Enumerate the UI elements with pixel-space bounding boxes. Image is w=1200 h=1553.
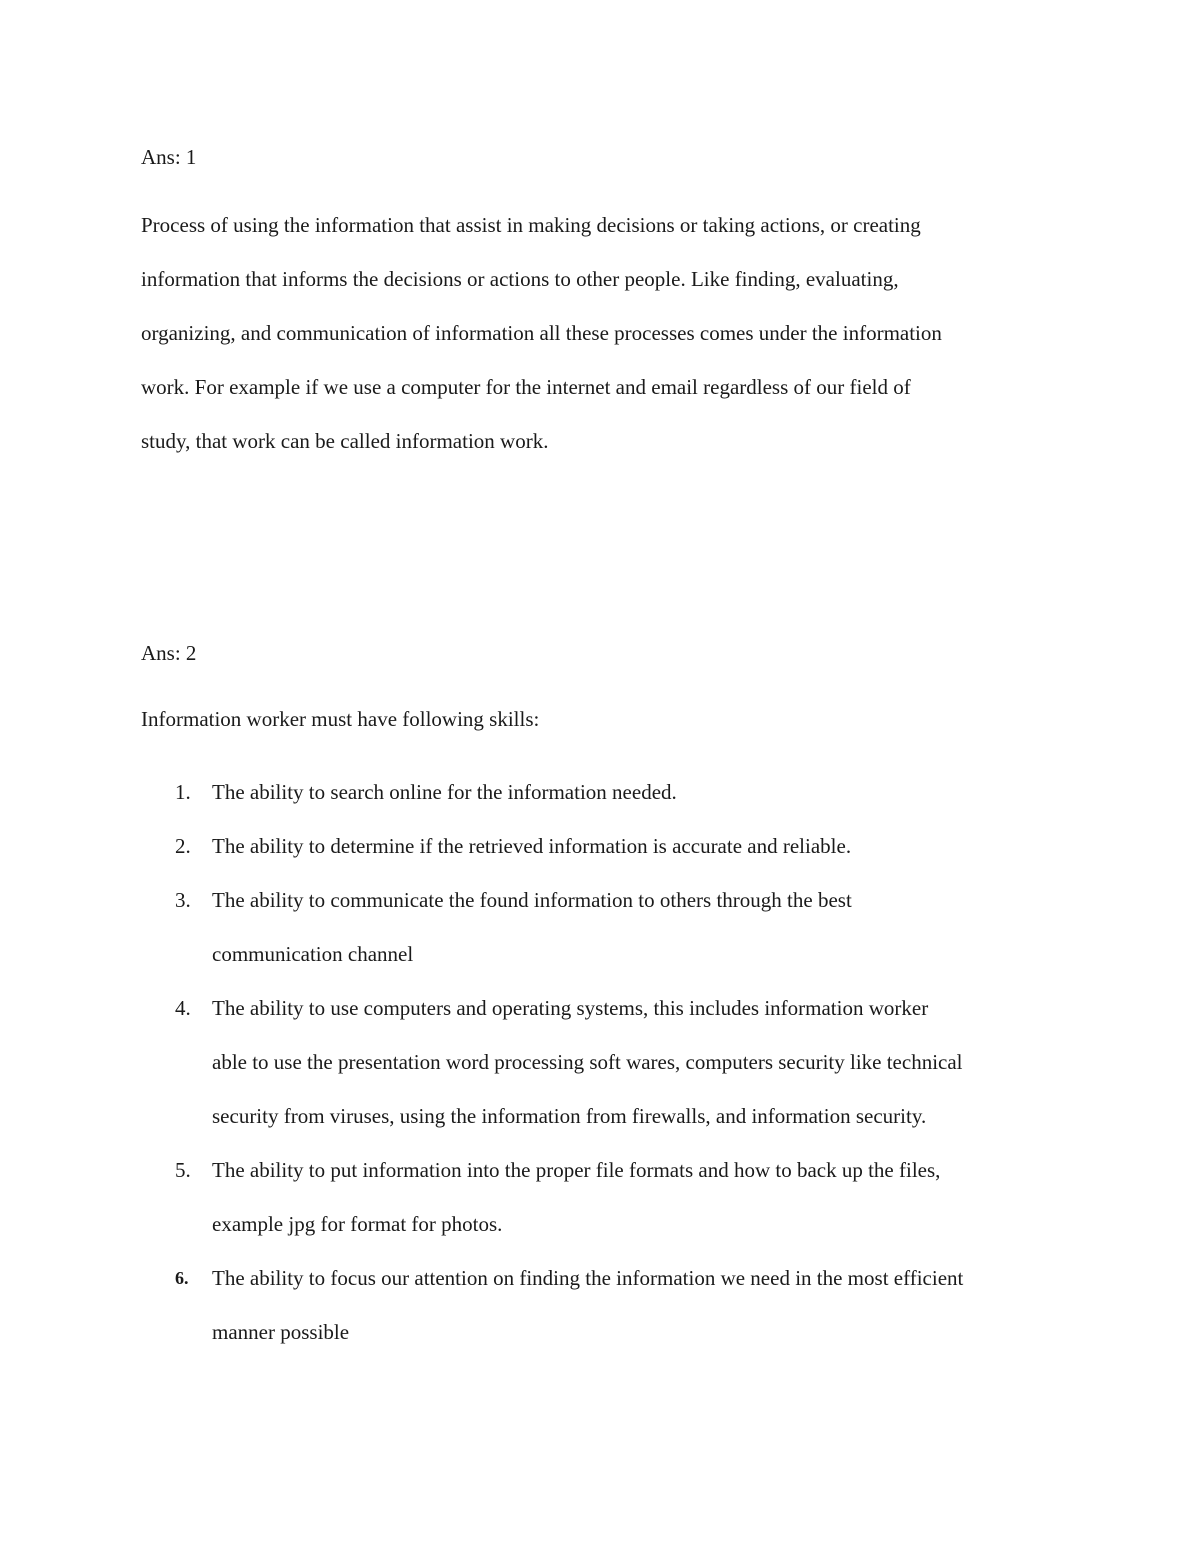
list-item-number: 5. xyxy=(175,1158,191,1182)
list-item-number: 1. xyxy=(175,780,191,804)
paragraph-line: Process of using the information that assist in making decisions or taking actions, or creating xyxy=(141,213,921,237)
paragraph-line: study, that work can be called information work. xyxy=(141,429,549,453)
list-item-number: 4. xyxy=(175,996,191,1020)
list-item-line: security from viruses, using the information from firewalls, and information security. xyxy=(212,1104,927,1128)
list-item-line: The ability to put information into the proper file formats and how to back up the files, xyxy=(212,1158,941,1182)
list-item-line: manner possible xyxy=(212,1320,350,1344)
list-item-line: The ability to communicate the found information to others through the best xyxy=(212,888,852,912)
list-item-line: communication channel xyxy=(212,942,414,966)
answer-2-intro: Information worker must have following skills: xyxy=(141,707,540,731)
list-item xyxy=(141,1251,1071,1359)
list-item-line: The ability to search online for the information needed. xyxy=(212,780,677,804)
list-item-number: 6. xyxy=(175,1268,189,1288)
list-item-line: example jpg for format for photos. xyxy=(212,1212,503,1236)
list-item-line: The ability to use computers and operating systems, this includes information worker xyxy=(212,996,929,1020)
list-item xyxy=(141,1143,1071,1251)
answer-1-heading: Ans: 1 xyxy=(141,145,197,169)
answer-2-heading: Ans: 2 xyxy=(141,641,197,665)
answer-1-paragraph xyxy=(141,198,1056,468)
list-item-number: 3. xyxy=(175,888,191,912)
list-item-line: able to use the presentation word processing soft wares, computers security like technical xyxy=(212,1050,963,1074)
skills-list xyxy=(141,765,1071,1359)
list-item-number: 2. xyxy=(175,834,191,858)
list-item xyxy=(141,765,1071,819)
list-item xyxy=(141,819,1071,873)
paragraph-line: organizing, and communication of information all these processes comes under the information xyxy=(141,321,942,345)
list-item-line: The ability to determine if the retrieved information is accurate and reliable. xyxy=(212,834,852,858)
list-item xyxy=(141,981,1071,1143)
paragraph-line: work. For example if we use a computer for the internet and email regardless of our field of xyxy=(141,375,911,399)
paragraph-line: information that informs the decisions or actions to other people. Like finding, evaluating, xyxy=(141,267,899,291)
list-item-line: The ability to focus our attention on finding the information we need in the most efficient xyxy=(212,1266,964,1290)
list-item xyxy=(141,873,1071,981)
